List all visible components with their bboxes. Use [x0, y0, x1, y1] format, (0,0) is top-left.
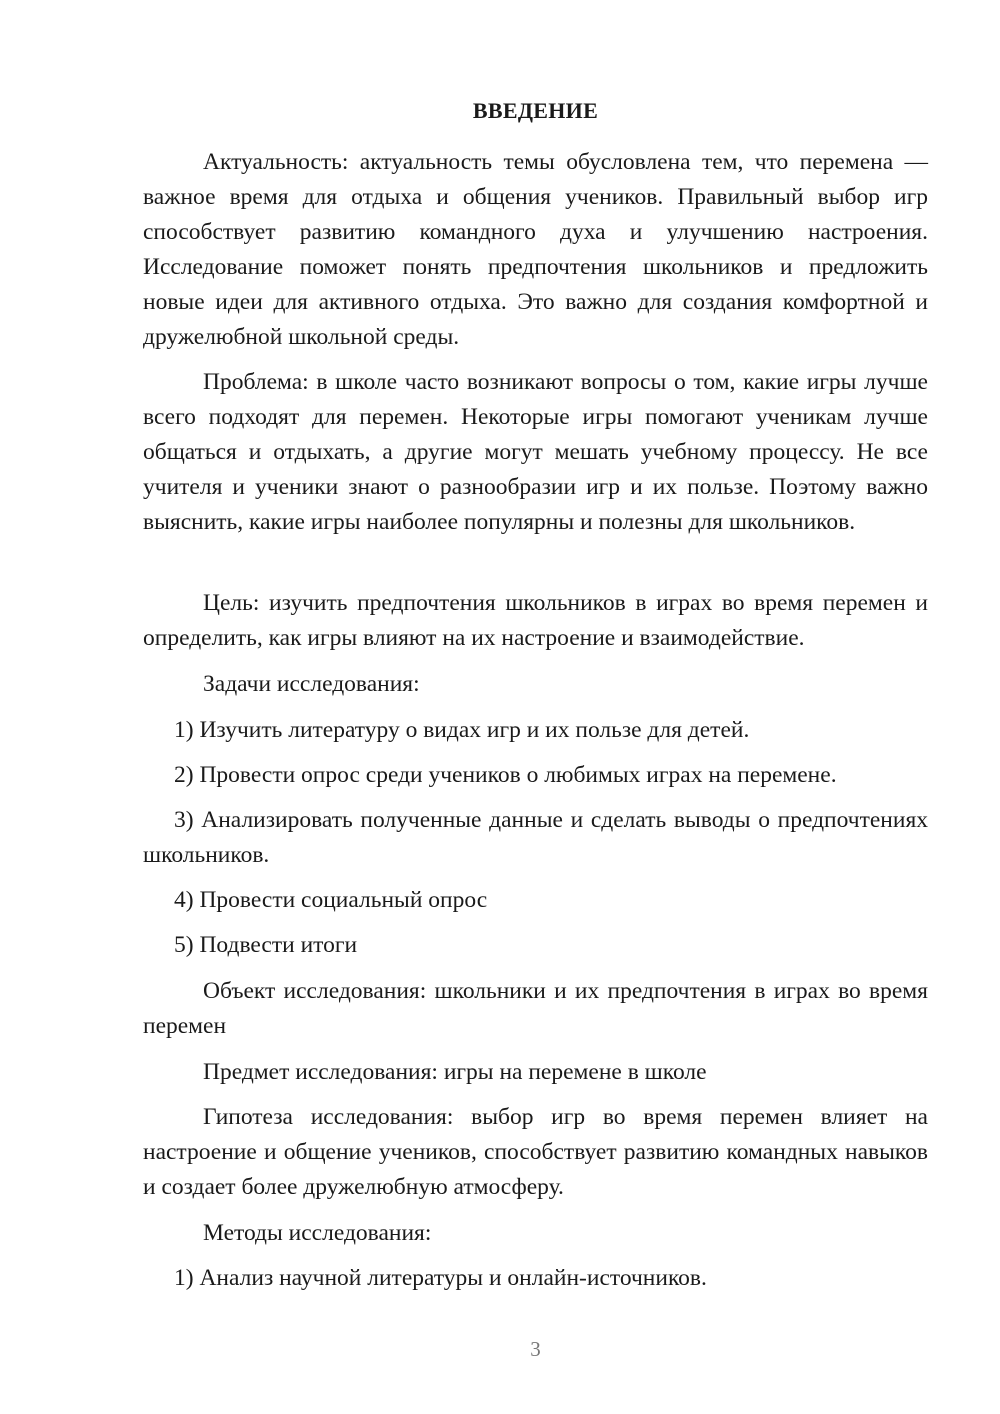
goal-paragraph: Цель: изучить предпочтения школьников в играх во время перемен и определить, как игры влияют на их настроение и взаимодействие. [143, 590, 928, 651]
page-number: 3 [530, 1337, 541, 1361]
task-item-3: 3) Анализировать полученные данные и сделать выводы о предпочтениях школьников. [143, 807, 928, 868]
task-item-5: 5) Подвести итоги [174, 932, 358, 958]
subject-paragraph: Предмет исследования: игры на перемене в школе [203, 1059, 707, 1085]
section-heading: ВВЕДЕНИЕ [472, 98, 599, 123]
methods-label: Методы исследования: [203, 1220, 432, 1246]
object-paragraph: Объект исследования: школьники и их предпочтения в играх во время перемен [143, 978, 928, 1039]
method-item-1: 1) Анализ научной литературы и онлайн-источников. [174, 1265, 707, 1291]
relevance-paragraph: Актуальность: актуальность темы обусловлена тем, что перемена — важное время для отдыха и общения учеников. Правильный выбор игр способствует развитию командного духа и улучшению настроения. Исследование поможет понять предпочтения школьников и предложить новые идеи для активного отдыха. Это важно для создания комфортной и дружелюбной школьной среды. [143, 149, 928, 350]
task-item-4: 4) Провести социальный опрос [174, 887, 488, 913]
hypothesis-paragraph: Гипотеза исследования: выбор игр во время перемен влияет на настроение и общение учеников, способствует развитию командных навыков и создает более дружелюбную атмосферу. [143, 1104, 928, 1200]
tasks-label: Задачи исследования: [203, 671, 420, 697]
task-item-1: 1) Изучить литературу о видах игр и их пользе для детей. [174, 717, 750, 743]
task-item-2: 2) Провести опрос среди учеников о любимых играх на перемене. [174, 762, 837, 788]
problem-paragraph: Проблема: в школе часто возникают вопросы о том, какие игры лучше всего подходят для перемен. Некоторые игры помогают ученикам лучше общаться и отдыхать, а другие могут мешать учебному процессу. Не все учителя и ученики знают о разнообразии игр и их пользе. Поэтому важно выяснить, какие игры наиболее популярны и полезны для школьников. [143, 369, 928, 535]
